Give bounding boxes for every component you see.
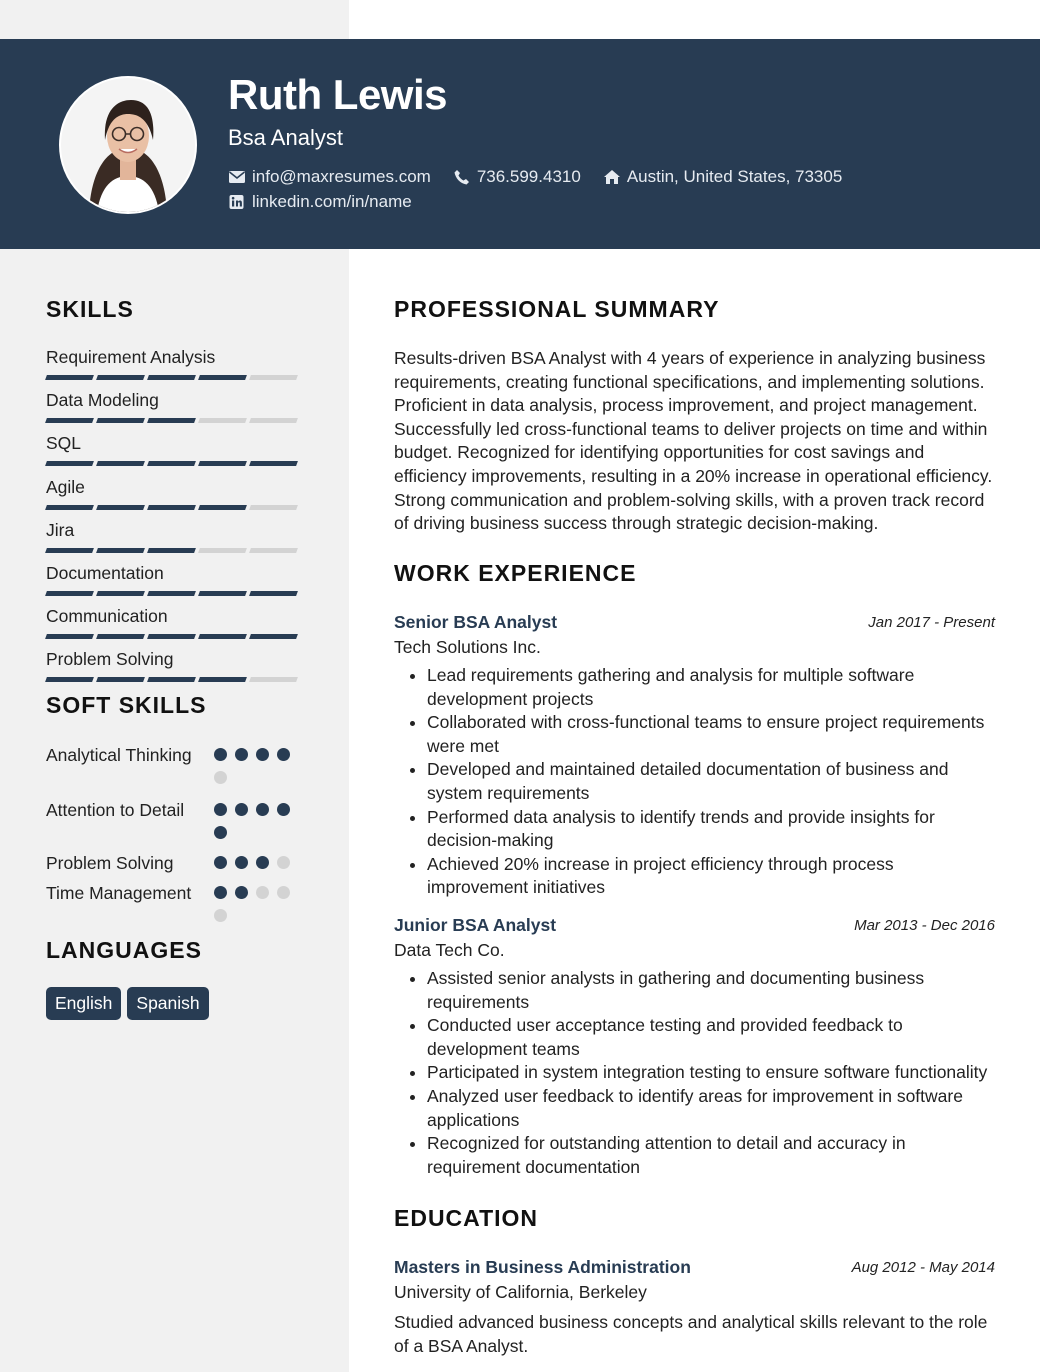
job-bullet: • Developed and maintained detailed documentation of business and system requirements bbox=[427, 758, 995, 805]
job-bullets bbox=[394, 967, 995, 1179]
skill-level-segment bbox=[198, 634, 247, 639]
job-bullet: • Lead requirements gathering and analysis for multiple software development projects bbox=[427, 664, 995, 711]
skill-row bbox=[46, 477, 302, 510]
skill-label: Data Modeling bbox=[46, 390, 159, 411]
skill-level-segment bbox=[147, 418, 196, 423]
soft-skill-dot bbox=[214, 748, 227, 761]
skill-row bbox=[46, 563, 302, 596]
education-school: University of California, Berkeley bbox=[394, 1282, 647, 1302]
soft-skill-label: Attention to Detail bbox=[46, 800, 185, 820]
skill-level-segment bbox=[96, 591, 145, 596]
soft-skill-label: Problem Solving bbox=[46, 853, 174, 873]
job-dates: Mar 2013 - Dec 2016 bbox=[854, 917, 995, 934]
soft-skill-dot bbox=[214, 909, 227, 922]
soft-skill-dots bbox=[214, 856, 304, 879]
skills-heading: SKILLS bbox=[46, 296, 134, 322]
soft-skill-dot bbox=[214, 826, 227, 839]
envelope-icon bbox=[228, 169, 246, 185]
skill-label: Agile bbox=[46, 476, 85, 497]
skill-level-segment bbox=[198, 461, 247, 466]
soft-skill-dot bbox=[235, 856, 248, 869]
avatar bbox=[59, 76, 197, 214]
skill-level-bars bbox=[46, 548, 302, 553]
soft-skill-label: Analytical Thinking bbox=[46, 745, 192, 765]
experience-heading: WORK EXPERIENCE bbox=[394, 560, 637, 586]
soft-skill-dot bbox=[277, 803, 290, 816]
candidate-name: Ruth Lewis bbox=[228, 71, 448, 118]
job-bullet: • Conducted user acceptance testing and provided feedback to development teams bbox=[427, 1014, 995, 1061]
job-company: Data Tech Co. bbox=[394, 940, 505, 960]
skill-level-segment bbox=[147, 548, 196, 553]
skill-level-segment bbox=[249, 375, 298, 380]
skill-level-segment bbox=[147, 375, 196, 380]
skill-row bbox=[46, 390, 302, 423]
avatar-photo bbox=[61, 78, 195, 212]
skill-level-segment bbox=[198, 375, 247, 380]
languages-list bbox=[46, 987, 215, 1020]
job-role: Junior BSA Analyst bbox=[394, 915, 557, 935]
skill-level-segment bbox=[198, 505, 247, 510]
education-description: Studied advanced business concepts and analytical skills relevant to the role of a BSA Analyst. bbox=[394, 1312, 988, 1356]
soft-skill-dots bbox=[214, 803, 304, 849]
soft-skill-dot bbox=[256, 856, 269, 869]
job-role: Senior BSA Analyst bbox=[394, 612, 558, 632]
skill-level-segment bbox=[45, 677, 94, 682]
skill-level-bars bbox=[46, 375, 302, 380]
soft-skills-heading: SOFT SKILLS bbox=[46, 692, 207, 718]
soft-skill-dot bbox=[277, 856, 290, 869]
skill-level-segment bbox=[249, 548, 298, 553]
skill-level-segment bbox=[198, 591, 247, 596]
skill-level-segment bbox=[45, 461, 94, 466]
education-entry bbox=[394, 1257, 995, 1358]
summary-text: Results-driven BSA Analyst with 4 years of experience in analyzing business requirements, creating functional specifications, and implementing solutions. Proficient in data analysis, process improvement, and project management. Successfully led cross-functional teams to deliver projects on time and within budget. Recognized for identifying opportunities for cost savings and efficiency improvements, resulting in a 20% increase in operational efficiency. Strong communication and problem-solving skills, with a proven track record of driving business success through strategic decision-making. bbox=[394, 348, 993, 534]
contact-email[interactable] bbox=[228, 167, 431, 187]
location-text: Austin, United States, 73305 bbox=[626, 167, 843, 186]
contact-row bbox=[228, 167, 864, 187]
linkedin-text: linkedin.com/in/name bbox=[252, 192, 412, 211]
soft-skill-dot bbox=[214, 771, 227, 784]
skill-level-segment bbox=[45, 591, 94, 596]
job-bullet: • Performed data analysis to identify trends and provide insights for decision-making bbox=[427, 806, 995, 853]
skill-level-segment bbox=[96, 418, 145, 423]
skill-level-segment bbox=[198, 677, 247, 682]
contact-location bbox=[603, 167, 842, 187]
skill-level-segment bbox=[249, 461, 298, 466]
skill-level-segment bbox=[147, 461, 196, 466]
skill-level-segment bbox=[198, 418, 247, 423]
language-badge: Spanish bbox=[127, 987, 208, 1020]
soft-skill-dot bbox=[235, 748, 248, 761]
skill-row bbox=[46, 649, 302, 682]
soft-skill-dot bbox=[214, 856, 227, 869]
job-bullet: • Analyzed user feedback to identify areas for improvement in software applications bbox=[427, 1085, 995, 1132]
soft-skill-dot bbox=[214, 886, 227, 899]
skill-row bbox=[46, 520, 302, 553]
contact-phone[interactable] bbox=[453, 167, 581, 187]
skill-label: Requirement Analysis bbox=[46, 347, 216, 367]
candidate-title: Bsa Analyst bbox=[228, 125, 343, 150]
skill-level-segment bbox=[249, 591, 298, 596]
skill-level-segment bbox=[147, 505, 196, 510]
soft-skill-dot bbox=[277, 748, 290, 761]
job-bullet: • Recognized for outstanding attention to detail and accuracy in requirement documentation bbox=[427, 1132, 995, 1179]
soft-skill-label: Time Management bbox=[46, 883, 192, 903]
skill-level-segment bbox=[96, 634, 145, 639]
skill-level-segment bbox=[45, 505, 94, 510]
language-badge: English bbox=[46, 987, 121, 1020]
job-bullet: • Participated in system integration testing to ensure software functionality bbox=[427, 1061, 995, 1085]
linkedin-icon bbox=[228, 194, 246, 210]
skill-level-segment bbox=[198, 548, 247, 553]
skill-level-segment bbox=[249, 418, 298, 423]
skill-row bbox=[46, 347, 302, 380]
skill-level-segment bbox=[96, 505, 145, 510]
job-entry bbox=[394, 915, 995, 1179]
skill-level-segment bbox=[147, 634, 196, 639]
resume-header bbox=[0, 39, 1040, 249]
skill-row bbox=[46, 606, 302, 639]
summary-heading: PROFESSIONAL SUMMARY bbox=[394, 296, 720, 322]
phone-icon bbox=[453, 169, 471, 185]
job-entry bbox=[394, 612, 995, 900]
skill-level-segment bbox=[147, 677, 196, 682]
skill-level-segment bbox=[96, 677, 145, 682]
skill-label: Jira bbox=[46, 519, 75, 540]
job-bullet: • Achieved 20% increase in project efficiency through process improvement initiatives bbox=[427, 853, 995, 900]
soft-skill-dot bbox=[277, 886, 290, 899]
skill-label: Problem Solving bbox=[46, 649, 174, 670]
skill-level-bars bbox=[46, 677, 302, 682]
home-icon bbox=[603, 169, 621, 185]
skill-row bbox=[46, 433, 302, 466]
skill-level-segment bbox=[45, 418, 94, 423]
languages-heading: LANGUAGES bbox=[46, 937, 202, 963]
phone-text: 736.599.4310 bbox=[476, 167, 581, 186]
soft-skill-dot bbox=[235, 803, 248, 816]
skill-level-bars bbox=[46, 634, 302, 639]
skill-level-bars bbox=[46, 505, 302, 510]
job-dates: Jan 2017 - Present bbox=[868, 614, 995, 631]
skill-level-segment bbox=[96, 375, 145, 380]
skill-label: SQL bbox=[46, 433, 82, 454]
job-bullets bbox=[394, 664, 995, 900]
skill-label: Documentation bbox=[46, 563, 164, 583]
job-bullet: • Collaborated with cross-functional teams to ensure project requirements were met bbox=[427, 711, 995, 758]
education-heading: EDUCATION bbox=[394, 1205, 539, 1231]
job-bullet: • Assisted senior analysts in gathering and documenting business requirements bbox=[427, 967, 995, 1014]
contact-linkedin[interactable] bbox=[228, 192, 412, 212]
skill-level-segment bbox=[96, 548, 145, 553]
skill-level-segment bbox=[45, 375, 94, 380]
soft-skill-dot bbox=[256, 886, 269, 899]
skill-level-bars bbox=[46, 418, 302, 423]
skill-level-segment bbox=[45, 634, 94, 639]
soft-skill-dots bbox=[214, 748, 304, 794]
skill-level-segment bbox=[249, 677, 298, 682]
soft-skill-dots bbox=[214, 886, 304, 932]
skill-level-segment bbox=[45, 548, 94, 553]
skill-level-bars bbox=[46, 591, 302, 596]
skill-level-segment bbox=[147, 591, 196, 596]
soft-skill-dot bbox=[256, 803, 269, 816]
education-dates: Aug 2012 - May 2014 bbox=[851, 1259, 995, 1276]
soft-skill-dot bbox=[256, 748, 269, 761]
skill-level-segment bbox=[249, 505, 298, 510]
job-company: Tech Solutions Inc. bbox=[394, 637, 541, 657]
soft-skill-dot bbox=[214, 803, 227, 816]
skill-level-bars bbox=[46, 461, 302, 466]
education-degree: Masters in Business Administration bbox=[394, 1257, 691, 1277]
skill-label: Communication bbox=[46, 606, 168, 627]
soft-skill-dot bbox=[235, 886, 248, 899]
email-text: info@maxresumes.com bbox=[252, 167, 431, 186]
skill-level-segment bbox=[96, 461, 145, 466]
skill-level-segment bbox=[249, 634, 298, 639]
contact-row-2 bbox=[228, 192, 434, 212]
